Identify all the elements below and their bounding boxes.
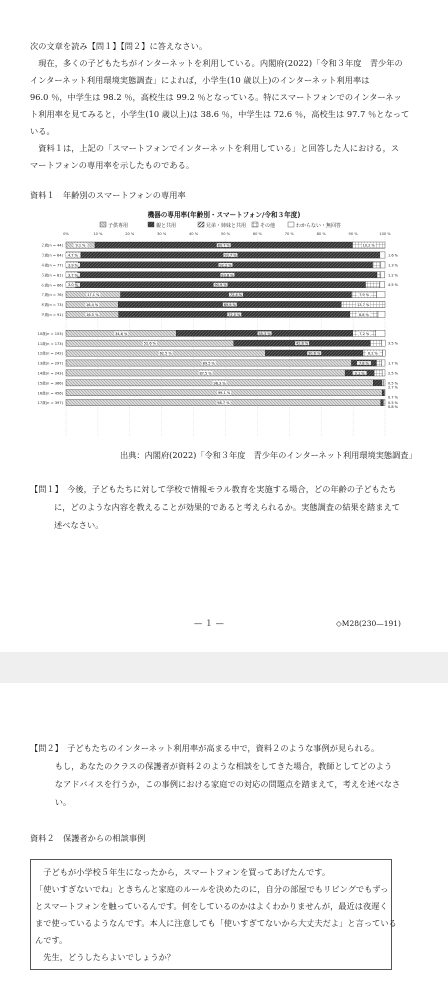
- bar-segment: [380, 282, 385, 288]
- data-label: 87.5 %: [199, 371, 212, 376]
- legend-label: わからない・無回答: [296, 223, 342, 229]
- data-label: 4.7 %: [67, 253, 79, 258]
- paragraph-line-1: 現在，多くの子どもたちがインターネットを利用している。内閣府(2022)「令和３年度 青少年の: [30, 58, 403, 68]
- data-label: 96.3 %: [213, 381, 226, 386]
- x-tick-label: 90 %: [348, 232, 358, 236]
- x-tick-label: 30 %: [157, 232, 167, 236]
- bar-segment: [376, 360, 381, 366]
- data-label: 1.7 %: [387, 361, 399, 366]
- data-label: 80.7 %: [217, 243, 230, 248]
- legend-swatch: [198, 222, 204, 227]
- question-1-line-2: に，どのような内容を教えることが効果的であると考えられるか。実態調査の結果を踏まえて: [54, 502, 400, 512]
- category-label: 17歳(n = 397): [37, 401, 63, 406]
- source-text: 出典：内閣府(2022)「令和３年度 青少年のインターネット利用環境実態調査」: [120, 450, 417, 460]
- consultation-line-6: 先生，どうしたらよいでしょうか？: [35, 952, 176, 962]
- bar-segment: [380, 252, 385, 258]
- data-label: 2.5 %: [387, 371, 399, 376]
- x-tick-label: 10 %: [93, 232, 103, 236]
- chart-title: 機器の専用率(年齢別・スマートフォン/令和３年度): [147, 211, 301, 219]
- category-label: ２歳(n = 44): [40, 243, 63, 248]
- paragraph-line-2: インターネット利用環境実態調査」によれば，小学生(10 歳以上)のインターネット利用率は: [30, 75, 370, 85]
- legend-swatch: [252, 222, 258, 227]
- data-label: 89.5 %: [202, 361, 215, 366]
- data-label: 99.1 %: [217, 391, 231, 396]
- data-label: 7.9 %: [359, 293, 370, 298]
- data-label: 72.5 %: [228, 312, 241, 317]
- consultation-line-3: とスマートフォンを触っているんです。何をしているのかはよくわかりませんが，最近は夜遅く: [35, 901, 388, 911]
- paragraph-line-6: 資料１は，上記の「スマートフォンでインターネットを利用している」と回答した人における，ス: [30, 143, 400, 153]
- data-label: 30.6 %: [308, 351, 321, 356]
- category-label: ４歳(n = 77): [40, 263, 63, 268]
- data-label: 3.0 %: [67, 283, 79, 288]
- exam-code: ◇M28(230—191): [336, 619, 401, 628]
- data-label: 17.1 %: [87, 293, 100, 298]
- category-label: ７歳(n = 76): [40, 293, 63, 298]
- x-tick-label: 80 %: [316, 232, 326, 236]
- bar-segment: [384, 390, 385, 396]
- category-label: 11歳(n = 173): [37, 341, 63, 346]
- data-label: 42.8 %: [295, 341, 309, 346]
- bar-segment: [366, 282, 380, 288]
- legend-label: 子供専用: [108, 223, 129, 229]
- data-label-bg: [386, 391, 400, 395]
- data-label: 98.7 %: [217, 401, 230, 406]
- stacked-bar-chart: [0, 0, 448, 452]
- x-tick-label: 0%: [63, 232, 69, 236]
- data-label: 0.5 %: [387, 401, 399, 406]
- question-2-line-1: 【問２】 子どもたちのインターネット利用率が高まる中で，資料２のような事例が見られる。: [30, 743, 380, 753]
- data-label: 1.6 %: [387, 253, 399, 258]
- bar-segment: [383, 380, 385, 386]
- bar-segment: [381, 400, 384, 406]
- data-label: 7.2 %: [359, 331, 370, 336]
- page-number: — １ —: [194, 618, 224, 628]
- legend-label: その他: [260, 223, 276, 229]
- category-label: ９歳(n = 91): [40, 313, 63, 317]
- bar-segment: [382, 380, 384, 386]
- data-label: 93.8 %: [221, 273, 234, 278]
- paragraph-line-3: 96.0 ％，中学生は 98.2 ％，高校生は 99.2 ％となっている。特にスマートフォンでのインターネッ: [30, 92, 402, 102]
- instruction-text: 次の文章を読み【問１】【問２】に答えなさい。: [30, 41, 208, 51]
- bar-segment: [383, 350, 386, 356]
- data-label: 13.7 %: [357, 303, 370, 307]
- category-label: ６歳(n = 66): [40, 283, 63, 288]
- data-label: 62.5 %: [159, 351, 172, 356]
- data-label: 34.6 %: [115, 331, 128, 336]
- paragraph-line-5: いる。: [30, 126, 55, 136]
- paragraph-line-7: マートフォンの専用率を示したものである。: [30, 160, 195, 170]
- category-label: 16歳(n = 456): [37, 391, 63, 396]
- category-label: ３歳(n = 64): [40, 253, 63, 258]
- data-label: 16.5 %: [86, 312, 99, 317]
- x-tick-label: 20 %: [125, 232, 135, 236]
- question-1-line-1: 【問１】 今後，子どもたちに対して学校で情報モラル教育を実施する場合，どの年齢の子どもたち: [30, 484, 397, 494]
- data-label: 1.3 %: [387, 263, 399, 268]
- bar-segment: [373, 380, 382, 386]
- consultation-line-2: 「使いすぎないでね」ときちんと家庭のルールを決めたのに，自分の部屋でもリビングでもずっ: [35, 884, 389, 894]
- bar-segment: [373, 262, 381, 268]
- data-label: 0.5 %: [387, 381, 399, 386]
- data-label: 3.5 %: [387, 341, 399, 346]
- data-label: 4.5 %: [387, 283, 399, 288]
- question-2-line-4: い。: [30, 797, 72, 807]
- material-1-label: 資料１ 年齢別のスマートフォンの専用率: [30, 190, 186, 200]
- category-label: ５歳(n = 81): [40, 273, 63, 278]
- category-label: 12歳(n = 242): [37, 351, 63, 356]
- legend-swatch: [288, 222, 294, 227]
- data-label: 1.2 %: [387, 273, 399, 278]
- data-label: 69.9 %: [223, 303, 236, 307]
- bar-segment: [370, 340, 381, 346]
- question-1-line-3: 述べなさい。: [54, 520, 104, 530]
- data-label: 8.8 %: [358, 312, 369, 317]
- x-tick-label: 50 %: [220, 232, 231, 236]
- data-label: 2.7 %: [387, 385, 399, 390]
- category-label: ８歳(n = 73): [40, 303, 63, 308]
- data-label: 55.3 %: [258, 331, 271, 336]
- data-label: 72.4 %: [229, 293, 243, 298]
- bar-segment: [381, 262, 385, 268]
- data-label: 3.7 %: [67, 273, 79, 278]
- data-label: 0.8 %: [387, 405, 399, 410]
- data-label: 9.1 %: [75, 243, 86, 248]
- bar-segment: [378, 311, 385, 317]
- data-label: 90.9 %: [214, 283, 227, 288]
- data-label: 16.4 %: [86, 303, 99, 307]
- paragraph-line-4: ト利用率を見てみると，小学生(10 歳以上)は 38.6 ％，中学生は 72.6 ％，高校生は 97.7 ％となって: [30, 109, 410, 119]
- question-2-line-3: なアドバイスを行うか，この事例における家庭での対応の問題点を踏まえて，考えを述べなさ: [30, 779, 401, 789]
- bar-segment: [381, 340, 385, 346]
- question-2-line-2: もし，あなたのクラスの保護者が資料２のような相談をしてきた場合，教師としてどのよう: [30, 761, 393, 771]
- bar-segment: [382, 370, 385, 376]
- data-label: 7.8 %: [358, 361, 369, 366]
- data-label: 92.2 %: [219, 263, 232, 268]
- consultation-line-1: 子どもが小学校５年生になったから，スマートフォンを買ってあげたんです。: [35, 867, 331, 877]
- category-label: 13歳(n = 297): [37, 361, 63, 366]
- bar-segment: [377, 292, 385, 298]
- data-label: 52.6 %: [143, 341, 157, 346]
- data-label: 93.7 %: [224, 253, 237, 258]
- data-label: 0.7 %: [387, 395, 399, 400]
- bar-segment: [382, 390, 384, 396]
- data-label: 9.1 %: [354, 371, 365, 376]
- x-tick-label: 40 %: [189, 232, 199, 236]
- bar-segment: [381, 272, 385, 278]
- category-label: 14歳(n = 243): [37, 371, 63, 376]
- consultation-line-5: んです。: [35, 935, 68, 945]
- data-label: 6.2 %: [367, 351, 378, 356]
- consultation-line-4: まで使っているようなんです。本人に注意しても「使いすぎてないから大丈夫だよ」と言っている: [35, 918, 397, 928]
- legend-swatch: [100, 222, 106, 227]
- bar-segment: [377, 272, 381, 278]
- data-label: 3.9 %: [67, 263, 79, 268]
- category-label: 15歳(n = 366): [37, 381, 63, 386]
- legend-swatch: [148, 222, 154, 227]
- bar-segment: [374, 370, 382, 376]
- bar-segment: [376, 330, 385, 336]
- x-tick-label: 100 %: [379, 232, 391, 236]
- x-tick-label: 60 %: [252, 232, 262, 236]
- legend-label: 兄弟・姉妹と共用: [206, 223, 247, 229]
- x-tick-label: 70 %: [284, 232, 294, 236]
- category-label: 10歳(n = 153): [37, 331, 63, 336]
- bar-segment: [383, 400, 385, 406]
- material-2-label: 資料２ 保護者からの相談事例: [30, 833, 146, 843]
- bar-segment: [382, 360, 385, 366]
- data-label: 10.2 %: [362, 243, 375, 248]
- exam-page-2: [0, 683, 448, 999]
- legend-label: 親と共用: [156, 223, 177, 229]
